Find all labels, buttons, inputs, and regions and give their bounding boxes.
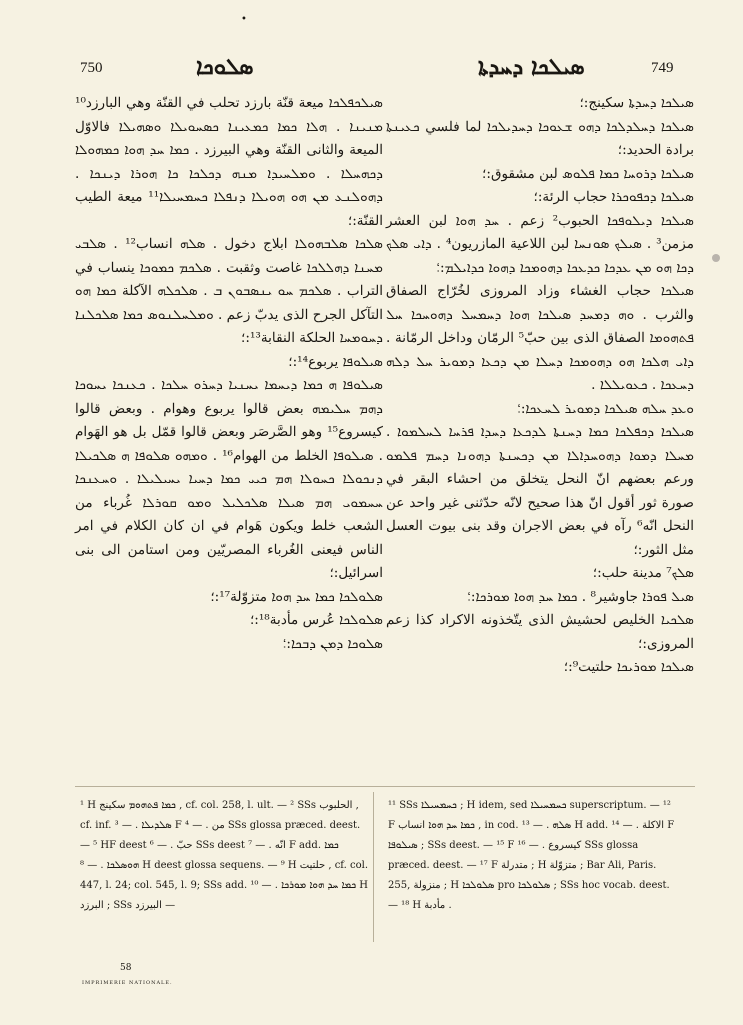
entry: ܣܠܘܠܟܐ عُرس مأدبة¹⁸:؛ (249, 612, 383, 628)
left-running-title: ܣܠܘܟܐ (196, 54, 254, 80)
entry: ܣܝܠܟܐ ܕܝܠܘܦܟܐ الحبوب² زعم . ܚܕ ܗܘܐ لبن العشر مزمن³ . ܣܝܠܟ ܣܘܢܚܐ لبن اللاعية المازريون⁴ . ܕܐܝ ܣܠܟ ܕܟܐ ܗܘ ܡܢ ܥܕܟܐ ܟܕܥܟܐ ܕܗܘܡܟܐ ܕܗܘܐ ܟܕܐܝܠܡ:؛ (386, 212, 694, 276)
entry: ܣܝܠܘܦܐ ܗ ܟܡܐ ܕܝܚܡܐ ܝܚܢܝܐ ܕܚܪܘ ܚܠܟܐ . ܟܥܢܟܐ ܝܚܘܟܐ ܕܗܡ ܚܠܝܡܗ بعض قالوا يربوع وهوام . وبعض قالوا كيسروع¹⁵ وهو الصَّرصَر وبعض قالوا قمّل بل هو الهَوام . ܣܝܠܘܦܐ الخلط من الهوام¹⁶ . ܘܡܗܘ ܣܠܘܦܐ ܗ ܣܠܟܝܠܐ ܕܢܟܘܠܐ ܟܚܘܠܐ ܗܡ ܟܝܝ ܟܡܐ ܕܚܝܐ ܝܚܝܠܝܠܐ . ܘܚܥܢܟܐ ܚܚܡܘܝ ܗܡ ܣܝܠܐ ܣܠܟܠܝܠ ܘܡܘ ܩܘܪܠܐ غُرباء من الشعب خلط ويكون هَوام في ان كان الكلام في امر الناس فيعنى الغُرباء المصريّين ومن استامن الى بنى اسرائيل:؛ (75, 377, 383, 581)
footnote-rule (75, 786, 695, 787)
footnote-column-divider (373, 792, 374, 942)
entry: ܣܝܠܘܦܐ يربوع¹⁴:؛ (288, 353, 383, 370)
entry: ܣܝܠܟܦܠܟܐ ميعة قنّة بارزد تحلب في القنّة وهي البارزد¹⁰ ܡܢܝܢܐ . ܗܠܐ ܟܡܐ ܟܡܥܝܢܐ ܟܣܚܘܝܠܐ ܘܣܗܝܠܐ فالاوّل الميعة والثانى القنّة وهي البيرزد . ܟܡܐ ܚܕ ܗܘܐ ܟܡܗܘܠܐ ܕܟܗܚܠܐ . ܘܡܠܚܝܕܐ ܡܢܗ ܕܟܠܟܐ ܟܐ ܗܘܪܐ ܕܝܢܟܐ . ܕܗܘܠܢܥ ܡܢ ܗܘ ܗܘܝܠܐ ܕܢܦܠܐ ܟܚܡܚܝܠܐ¹¹ ميعة الطيب القنّة:؛ (75, 95, 383, 229)
entry: ܣܝܠܟܐ حجاب الغشاء وزاد المروزى لخُرّاج الصفاق والثرب . ܘܗ ܕܡܚܕ ܣܝܠܟܐ ܗܘܐ ܕܚܡܚܠ ܕܗܘܚܟܐ ܚܠ ܦܬܗܘܡܐ الصفاق الذى بين حبّ⁵ الرمّان وداخل الرمّانة . ܕܐܝ ܗܠܟܐ ܗܘ ܕܗܘܡܟܐ ܕܚܠܐ ܡܢ ܕܟܥܐ ܕܡܘܝܪ ܚܠ ܕܠܗ ܕܚܥܟܐ . ܟܥܘܝܠܠܐ . (386, 283, 694, 393)
left-footnotes (80, 796, 372, 916)
signature-mark: 58 (120, 963, 132, 973)
entry: ܣܝܠܟܐ ܕܟܦܘܟܪܐ حجاب الرئة:؛ (533, 189, 694, 205)
printer-imprint: IMPRIMERIE NATIONALE. (82, 980, 173, 986)
right-footnotes (388, 796, 680, 916)
entry: ܣܝܠܟܐ ܕܚܠܕܠܟܐ ܕܗܘ ܫܥܘܟܐ ܕܚܕܝܠܟܐ لما فلسي ܟܥܝܢܬܐ برادة الحديد:؛ (386, 118, 694, 158)
footnote-block: ¹¹ SSs ܟܚܡܚܝܠܐ ; H idem, sed ܟܚܡܚܝܠܐ superscriptum. — ¹² F ܟܡܐ ܚܕ ܗܘܐ انساب , in cod. ܣܠܗ . — ¹³ H add. الاكلة . — ¹⁴ F ܣܝܠܘܦܐ ; SSs deest. — ¹⁵ F كيسروع . — ¹⁶ SSs glossa præced. deest. — ¹⁷ F متدرلة ; H متزوّلة ; Bar Ali, Paris. 255, منزولة ; H ܣܠܘܠܟܐ pro ܣܠܘܠܟܐ ; SSs hoc vocab. deest. — ¹⁸ H مأدبة . (388, 800, 675, 911)
page-stain (712, 254, 720, 262)
entry: ܣܝܠܟܐ ܕܚܕܬܐ سكينج:؛ (579, 95, 694, 111)
entry: ܣܝܠܟܐ ܕܪܘܚܐ ܟܡܐ ܦܠܘܣ لبن مشقوق:؛ (482, 165, 694, 182)
right-page-number: 749 (651, 60, 674, 76)
entry: ܣܝܠ ܦܘܪܐ جاوشير⁸ . ܟܡܐ ܚܕ ܗܘܐ ܡܘܪܟܐ:؛ (467, 588, 694, 605)
entry: ܣܠܟܐ ܣܠܒܗܘܠܐ ابلاج دخول . ܣܠܗ انساب¹² . ܣܠܒܝ ܡܚܢܐ ܕܗܠܠܟܐ غاصت وثقبت . ܣܠܟܡ ܟܡܘܟܐ ينساب في التراب . ܣܠܟܡ ܚܘ ܝܢܣܒܘܢ ܒ . ܣܠܟܠܗ الآكلة ܟܡܐ ܗܘ التآكل الجرح الذى يدبّ زعم . ܘܡܠܚܠܢܘܣ ܟܡܐ ܣܠܟܠܢܐ ܕܚܘܡܚܐ الحلكة النقابة¹³:؛ (74, 236, 383, 346)
ink-dot: • (241, 14, 247, 25)
right-column (386, 92, 694, 680)
left-page-number: 750 (80, 60, 103, 76)
entry: ܣܝܠܟܐ ܡܘܪܝܟܐ حلتيت⁹:؛ (563, 659, 694, 675)
left-column (75, 92, 383, 656)
entry: ܣܠܟ⁷ مدينة حلب:؛ (592, 565, 694, 581)
entry: ܘܥܕ ܚܠܗ ܣܝܠܟܐ ܕܡܘܝܪ ܠܚܥܟܐ:؛ (517, 400, 694, 417)
entry: ܣܠܟܝܐ الخليص لحشيش الذى يتّخذونه الاكراد كذا زعم المروزى:؛ (386, 612, 694, 652)
right-running-title: ܣܝܠܟܐ ܕܚܕܬܐ (478, 54, 585, 80)
entry: ܣܝܠܟܐ ܕܟܦܠܟܐ ܟܡܐ ܕܚܢܬܐ ܠܕܟܥܐ ܕܚܕܐ ܦܪܚܐ ܠܚܠܡܘܐ . ܡܚܠܐ ܕܡܘܐ ܕܗܘܚܕܐܠܐ ܡܢ ܕܟܚܢܬܐ ܕܗܘܢܐ ܕܚܡ ܦܠܡܘ ورعم بعضهم انّ النحل يتخلق من احشاء البقر في صورة ثور أقول انّ هذا صحيح لانّه حدّثنى غير واحد عن النحل انّه⁶ رآه في بعض الاجران وقد بنى بيوت العسل مثل الثور:؛ (386, 424, 694, 558)
entry: ܣܠܘܠܟܐ ܟܡܐ ܚܕ ܗܘܐ متزوّلة¹⁷:؛ (210, 588, 383, 605)
footnote-block: ¹ H ܟܡܐ ܦܬܗܘܡ سكينج , cf. col. 258, l. ult. — ² SSs الحلبوب , cf. inf. ܣܠܕܝܠܐ . — ³ F من . — ⁴ SSs glossa præced. deest. — ⁵ HF deest حبّ . — ⁶ SSs deest انّه . — ⁷ F add. ܟܡܐ ܗܘܣܠܟܐ . — ⁸ H deest glossa sequens. — ⁹ H حلتيت , cf. col. 447, l. 24; col. 545, l. 9; SSs add. ܟܡܐ ܚܕ ܗܘܐ ܡܘܪܟܐ . — ¹⁰ H البرزد ; SSs البيرزد — (80, 800, 369, 911)
entry: ܣܠܘܟܐ ܕܡܢ ܕܒܟܐ:؛ (282, 635, 383, 652)
